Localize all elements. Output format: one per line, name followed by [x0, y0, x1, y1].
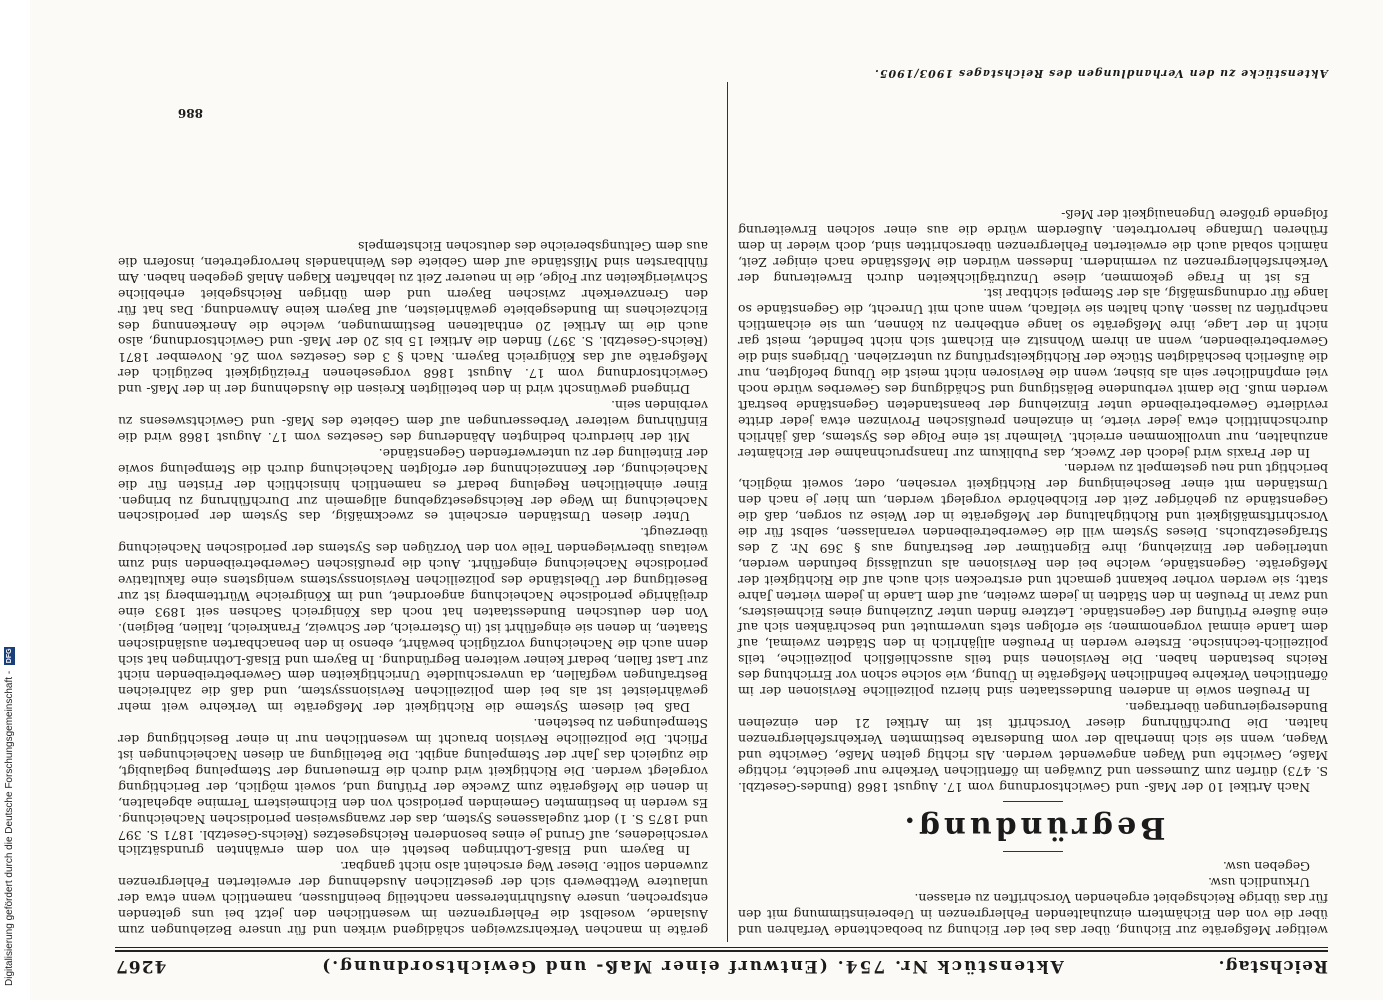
- header-page-number: 4267: [115, 956, 167, 976]
- scanned-page: [30, 0, 1383, 1000]
- closing-line: Urkundlich usw.: [1208, 875, 1310, 891]
- paragraph: weitiger Meßgeräte zur Eichung, über das bei der Eichung zu beobachtende Verfahren und über die von den Eichämtern einzuhaltenden Fehlergrenzen in Uebereinstimmung mit den für das übrige Reichsgebiet ergehenden Vorschriften zu erlassen.: [738, 891, 1328, 938]
- closing-line: Gegeben usw.: [1222, 859, 1310, 875]
- paragraph: Es ist in Frage gekommen, diese Unzuträglichkeiten durch Erweiterung der Verkehrsfehlergrenzen zu vermindern. Indessen würden die Meßstände nach einiger Zeit, nämlich sobald auch die erweiterten Fehlergrenzen überschritten sind, doch wieder in dem früheren Umfange hervortreten. Außerdem würde die aus einer solchen Erweiterung folgende größere Ungenauigkeit der Meß-: [738, 206, 1328, 286]
- paragraph: Dringend gewünscht wird in den beteiligten Kreisen die Ausdehnung der in der Maß- und Gewichtsordnung vom 17. August 1868 vorgesehenen Freizügigkeit bezüglich der Meßgeräte auf das Königreich Bayern. Nach § 3 des Gesetzes vom 26. November 1871 (Reichs-Gesetzbl. S. 397) finden die Artikel 15 bis 20 der Maß- und Gewichtsordnung, also auch die im Artikel 20 enthaltenen Bestimmungen, welche die Anerkennung des Eichzeichens im Bundesgebiete gewährleisten, auf Bayern keine Anwendung. Das hat für den Grenzverkehr zwischen Bayern und dem übrigen Reichsgebiet erhebliche Schwierigkeiten zur Folge, die in neuerer Zeit zu lebhaften Klagen Anlaß gegeben haben. Am fühlbarsten sind Mißstände auf dem Gebiete des Weinhandels hervorgetreten, insofern die aus dem Geltungsbereiche des deutschen Eichstempels: [118, 239, 708, 398]
- paragraph: Mit der hierdurch bedingten Abänderung des Gesetzes vom 17. August 1868 wird die Einführung weiterer Verbesserungen auf dem Gebiete des Maß- und Gewichtswesens zu verbinden sein.: [118, 398, 708, 445]
- page-footer: Aktenstücke zu den Verhandlungen des Reichstages 1903/1905.: [874, 67, 1328, 80]
- header-title: Aktenstück Nr. 754. (Entwurf einer Maß- und Gewichtsordnung.): [320, 956, 1064, 976]
- dfg-logo-icon: DFG: [6, 648, 13, 664]
- section-title: Begründung.: [900, 810, 1166, 846]
- left-column: [738, 206, 1328, 938]
- divider: [1003, 851, 1063, 852]
- credit-text: Digitalisierung gefördert durch die Deutsche Forschungsgemeinschaft -: [4, 670, 15, 986]
- header-rule-thin: [115, 947, 1328, 948]
- paragraph: In Bayern und Elsaß-Lothringen besteht ein von dem erwähnten grundsätzlich verschiedenes, auf Grund je eines besonderen Reichsgesetzes (Reichs-Gesetzbl. 1871 S. 397 und 1875 S. 1) dort zugelassenes System, das der zwangsweisen periodischen Nacheichung. Es werden in bestimmten Gemeinden periodisch von den Eichmeistern Termine abgehalten, in denen die Meßgeräte zum Zwecke der Prüfung und, soweit möglich, der Berichtigung vorgelegt werden. Die Richtigkeit wird durch die Erneuerung der Stempelung beglaubigt, die zugleich das Jahr der Stempelung angibt. Die Beteiligung an diesen Nacheichungen ist Pflicht. Die polizeiliche Revision braucht im wesentlichen nur in einer Besichtigung der Stempelungen zu bestehen.: [118, 716, 708, 859]
- paragraph: geräte in manchen Verkehrszweigen schädigend wirken und für unsere Beziehungen zum Auslande, woselbst die Fehlergrenzen im wesentlichen den jetzt bei uns geltenden entsprechen, unsere Ausfuhrinteressen nachteilig beeinflussen, namentlich wenn etwa der unlautere Wettbewerb sich der gesetzlichen Ausdehnung der erweiterten Fehlergrenzen zuwenden sollte. Dieser Weg erscheint also nicht gangbar.: [118, 859, 708, 938]
- digitization-credit: [0, 0, 30, 1000]
- header-left: Reichstag.: [1217, 956, 1328, 976]
- paragraph: Unter diesen Umständen erscheint es zweckmäßig, das System der periodischen Nacheichung im Wege der Reichsgesetzgebung allgemein zur Durchführung zu bringen. Einer einheitlichen Regelung bedarf es namentlich hinsichtlich der Fristen für die Nacheichung, der Kennzeichnung der erfolgten Nacheichung durch die Stempelung sowie der Einteilung der zu unterwerfenden Gegenstände.: [118, 445, 708, 525]
- page-header: [115, 956, 1328, 982]
- paragraph: Daß bei diesem Systeme die Richtigkeit der Meßgeräte im Verkehre weit mehr gewährleistet ist als bei dem polizeilichen Revisionssystem, und daß die zahlreichen Bestrafungen wegfallen, da unverschuldete Unrichtigkeiten dem Gewerbetreibenden nicht zur Last fallen, bedarf keiner weiteren Begründung. In Bayern und Elsaß-Lothringen hat sich denn auch die Nacheichung vorzüglich bewährt, ebenso in den benachbarten ausländischen Staaten, in denen sie eingeführt ist (in Österreich, der Schweiz, Frankreich, Italien, Belgien). Von den deutschen Bundesstaaten hat noch das Königreich Sachsen seit 1893 eine dreijährige periodische Nacheichung angeordnet, und im Königreiche Württemberg ist zur Beseitigung der Übelstände des polizeilichen Revisionssystems wenigstens eine fakultative periodische Nacheichung eingeführt. Auch die preußischen Gewerbetreibenden sind zum weitaus überwiegenden Teile von den Vorzügen des Systems der periodischen Nacheichung überzeugt.: [118, 525, 708, 716]
- column-divider: [727, 82, 728, 942]
- divider: [1003, 801, 1063, 802]
- paragraph: Nach Artikel 10 der Maß- und Gewichtsordnung vom 17. August 1868 (Bundes-Gesetzbl. S. 473) dürfen zum Zumessen und Zuwägen im öffentlichen Verkehre nur geeichte, richtige Maße, Gewichte und Wagen angewendet werden. Als richtig gelten Maße, Gewichte und Wagen, wenn sie sich innerhalb der vom Bundesrate bestimmten Verkehrsfehlergrenzen halten. Die Durchführung dieser Vorschrift ist im Artikel 21 den einzelnen Bundesregierungen übertragen.: [738, 700, 1328, 795]
- paragraph: In Preußen sowie in anderen Bundesstaaten sind hierzu polizeiliche Revisionen der im öffentlichen Verkehre befindlichen Meßgeräte in Übung, wie solche schon vor Errichtung des Reichs bestanden haben. Die Revisionen sind teils ausschließlich polizeiliche, teils polizeilich-technische. Erstere werden in Preußen alljährlich in den Städten zweimal, auf dem Lande einmal vorgenommen; sie erfolgen stets unvermutet und beschränken sich auf eine äußere Prüfung der Gegenstände. Letztere finden unter Zuziehung eines Eichmeisters, und zwar in Preußen in den Städten in jedem zweiten, auf dem Lande in jedem vierten Jahre statt; sie werden vorher bekannt gemacht und erstrecken sich auch auf die Richtigkeit der Meßgeräte. Gegenstände, welche bei den Revisionen als unzulässig befunden werden, unterliegen der Einziehung, ihre Eigentümer der Bestrafung aus § 369 Nr. 2 des Strafgesetzbuchs. Dieses System will die Gewerbetreibenden veranlassen, selbst für die Vorschriftsmäßigkeit und Richtighaltung der Meßgeräte in der Weise zu sorgen, daß die Gegenstände zu gehöriger Zeit der Eichbehörde vorgelegt werden, um hier je nach den Umständen mit einer Bescheinigung der Richtigkeit versehen, oder, soweit möglich, berichtigt und neu gestempelt zu werden.: [738, 461, 1328, 700]
- bottom-page-number: 886: [177, 106, 203, 120]
- header-rule: [115, 950, 1328, 952]
- paragraph: In der Praxis wird jedoch der Zweck, das Publikum zur Inanspruchnahme der Eichämter anzuhalten, nur unvollkommen erreicht. Vielmehr ist eine Folge des Systems, daß jährlich durchschnittlich etwa jeder vierte, in einzelnen preußischen Provinzen etwa jeder dritte revidierte Gewerbetreibende unter Einziehung der beanstandeten Gegenstände bestraft werden muß. Die damit verbundene Belästigung und Schädigung des Gewerbes würde noch viel empfindlicher sein als bisher, wenn die Revisoren nicht meist die Übung befolgten, nur die äußerlich beschädigten Stücke der Richtigkeitsprüfung zu unterziehen. Übrigens sind die Gewerbetreibenden, wenn an ihrem Wohnsitz ein Eichamt sich nicht befindet, meist gar nicht in der Lage, ihre Meßgeräte so lange entbehren zu können, um sie eichamtlich nachprüfen zu lassen. Auch halten sie vielfach, wenn auch mit Unrecht, die Gegenstände so lange für ordnungsmäßig, als der Stempel sichtbar ist.: [738, 286, 1328, 461]
- right-column: [118, 238, 708, 938]
